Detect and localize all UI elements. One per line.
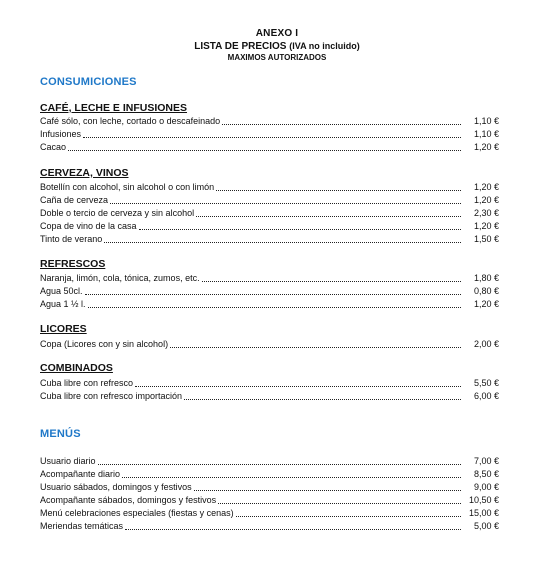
category-title-cerveza: CERVEZA, VINOS — [40, 167, 129, 179]
max-authorized-note: MAXIMOS AUTORIZADOS — [227, 53, 327, 62]
price-row — [40, 454, 499, 467]
item-label: Naranja, limón, cola, tónica, zumos, etc. — [40, 273, 200, 283]
price-row — [40, 337, 499, 350]
item-price: 1,50 € — [473, 234, 499, 244]
document-title: ANEXO I — [255, 28, 299, 39]
item-label: Menú celebraciones especiales (fiestas y cenas) — [40, 508, 234, 518]
item-price: 0,80 € — [473, 286, 499, 296]
dot-leader — [122, 476, 461, 478]
price-row — [40, 219, 499, 232]
dot-leader — [139, 228, 461, 230]
item-price: 1,20 € — [473, 182, 499, 192]
price-row — [40, 493, 499, 506]
price-list-title — [0, 41, 554, 52]
item-label: Agua 50cl. — [40, 286, 83, 296]
item-price: 2,00 € — [473, 339, 499, 349]
category-title-combinados: COMBINADOS — [40, 362, 113, 374]
dot-leader — [196, 215, 461, 217]
item-price: 1,20 € — [473, 142, 499, 152]
dot-leader — [68, 149, 461, 151]
price-row — [40, 232, 499, 245]
dot-leader — [202, 280, 461, 282]
item-label: Tinto de verano — [40, 234, 103, 244]
item-label: Usuario sábados, domingos y festivos — [40, 482, 192, 492]
dot-leader — [83, 136, 461, 138]
price-row — [40, 297, 499, 310]
item-label: Copa de vino de la casa — [40, 221, 137, 231]
category-title-cafe: CAFÉ, LECHE E INFUSIONES — [40, 102, 188, 114]
item-label: Cuba libre con refresco — [40, 378, 134, 388]
section-heading-menus: MENÚS — [40, 428, 81, 440]
price-row — [40, 284, 499, 297]
item-label: Cacao — [40, 142, 67, 152]
item-price: 1,10 € — [473, 129, 499, 139]
dot-leader — [104, 241, 461, 243]
dot-leader — [110, 202, 461, 204]
item-label: Acompañante diario — [40, 469, 121, 479]
item-label: Caña de cerveza — [40, 195, 109, 205]
item-label: Infusiones — [40, 129, 82, 139]
item-price: 1,20 € — [473, 195, 499, 205]
item-label: Agua 1 ½ l. — [40, 299, 86, 309]
dot-leader — [98, 463, 461, 465]
item-price: 1,80 € — [473, 273, 499, 283]
price-row — [40, 140, 499, 153]
dot-leader — [170, 346, 461, 348]
item-price: 15,00 € — [468, 508, 499, 518]
item-price: 1,20 € — [473, 221, 499, 231]
price-row — [40, 127, 499, 140]
price-row — [40, 467, 499, 480]
dot-leader — [194, 489, 461, 491]
item-label: Cuba libre con refresco importación — [40, 391, 183, 401]
item-price: 1,10 € — [473, 116, 499, 126]
item-price: 1,20 € — [473, 299, 499, 309]
price-row — [40, 193, 499, 206]
price-row — [40, 376, 499, 389]
dot-leader — [236, 515, 461, 517]
dot-leader — [216, 189, 461, 191]
item-label: Café sólo, con leche, cortado o descafeinado — [40, 116, 221, 126]
item-label: Meriendas temáticas — [40, 521, 124, 531]
item-label: Botellín con alcohol, sin alcohol o con limón — [40, 182, 215, 192]
dot-leader — [88, 306, 461, 308]
item-price: 10,50 € — [468, 495, 499, 505]
dot-leader — [184, 398, 461, 400]
item-price: 5,00 € — [473, 521, 499, 531]
dot-leader — [125, 528, 461, 530]
price-row — [40, 180, 499, 193]
vat-note: (IVA no incluido) — [289, 41, 360, 51]
price-row — [40, 114, 499, 127]
item-price: 8,50 € — [473, 469, 499, 479]
price-row — [40, 519, 499, 532]
dot-leader — [135, 385, 461, 387]
item-label: Doble o tercio de cerveza y sin alcohol — [40, 208, 195, 218]
category-title-licores: LICORES — [40, 323, 87, 335]
price-row — [40, 206, 499, 219]
price-list-main: LISTA DE PRECIOS — [194, 41, 287, 52]
dot-leader — [85, 293, 461, 295]
price-row — [40, 389, 499, 402]
item-label: Acompañante sábados, domingos y festivos — [40, 495, 217, 505]
item-price: 5,50 € — [473, 378, 499, 388]
dot-leader — [222, 123, 461, 125]
price-row — [40, 480, 499, 493]
item-price: 9,00 € — [473, 482, 499, 492]
item-price: 7,00 € — [473, 456, 499, 466]
price-row — [40, 506, 499, 519]
price-row — [40, 271, 499, 284]
category-title-refrescos: REFRESCOS — [40, 258, 106, 270]
dot-leader — [218, 502, 461, 504]
item-label: Usuario diario — [40, 456, 96, 466]
section-heading-consumiciones: CONSUMICIONES — [40, 76, 137, 88]
item-price: 6,00 € — [473, 391, 499, 401]
item-label: Copa (Licores con y sin alcohol) — [40, 339, 169, 349]
item-price: 2,30 € — [473, 208, 499, 218]
